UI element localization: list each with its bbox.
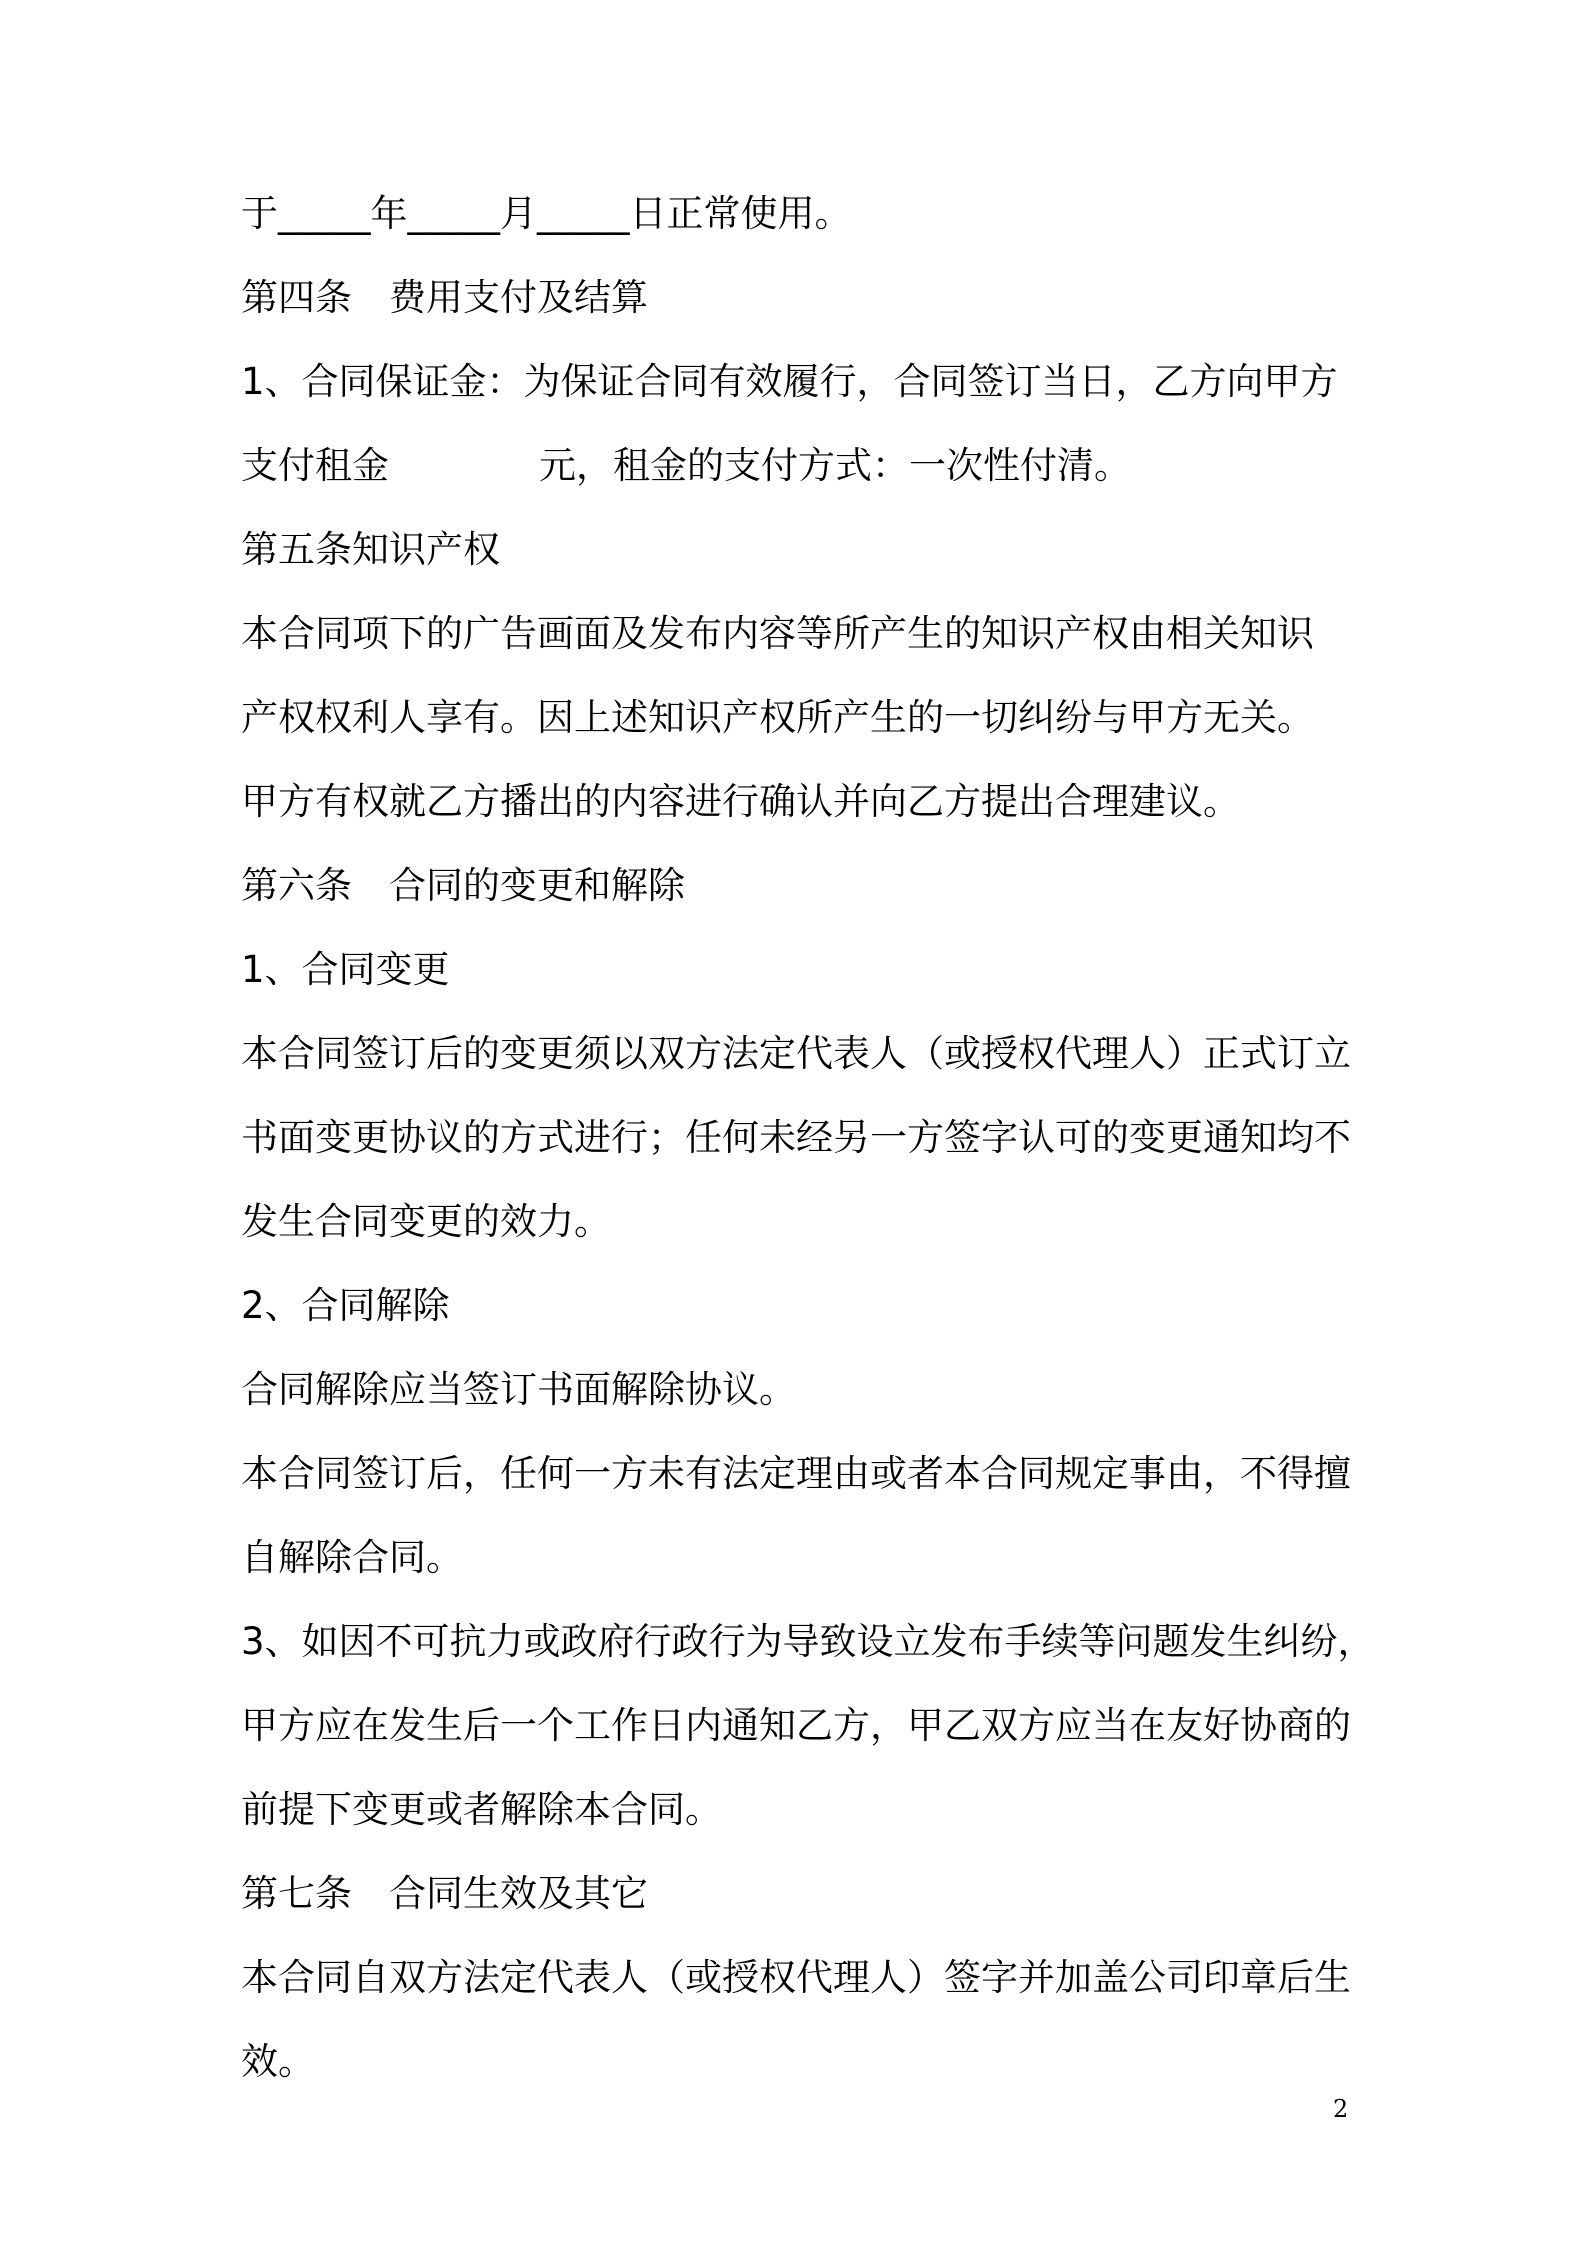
text-line: 合同解除应当签订书面解除协议。 [241,1368,796,1411]
section-heading: 第六条 合同的变更和解除 [241,864,685,907]
text-line: 甲方应在发生后一个工作日内通知乙方，甲乙双方应当在友好协商的 [241,1704,1351,1747]
text-line: 本合同签订后的变更须以双方法定代表人（或授权代理人）正式订立 [241,1032,1351,1075]
text-line: 发生合同变更的效力。 [241,1200,611,1243]
text-line: 甲方有权就乙方播出的内容进行确认并向乙方提出合理建议。 [241,780,1240,823]
text-line: 产权权利人享有。因上述知识产权所产生的一切纠纷与甲方无关。 [241,696,1314,739]
document-body [241,172,1375,2104]
section-heading: 第五条知识产权 [241,528,500,571]
text-line: 效。 [241,2040,315,2083]
text-line: 书面变更协议的方式进行；任何未经另一方签字认可的变更通知均不 [241,1116,1351,1159]
section-heading: 第七条 合同生效及其它 [241,1872,648,1915]
page-number: 2 [1333,2095,1349,2123]
text-line: 本合同自双方法定代表人（或授权代理人）签字并加盖公司印章后生 [241,1956,1351,1999]
text-line: 1、合同保证金：为保证合同有效履行，合同签订当日，乙方向甲方 [241,360,1338,403]
text-fragment: 元，租金的支付方式：一次性付清。 [539,444,1131,487]
text-line: 于_____年_____月_____日正常使用。 [241,192,852,235]
text-line: 本合同签订后，任何一方未有法定理由或者本合同规定事由，不得擅 [241,1452,1351,1495]
text-line: 本合同项下的广告画面及发布内容等所产生的知识产权由相关知识 [241,612,1314,655]
text-line: 前提下变更或者解除本合同。 [241,1788,722,1831]
subheading: 1、合同变更 [241,948,450,991]
text-line [241,424,1356,508]
section-heading: 第四条 费用支付及结算 [241,276,648,319]
subheading: 2、合同解除 [241,1284,450,1327]
text-line: 自解除合同。 [241,1536,463,1579]
text-line: 3、如因不可抗力或政府行政行为导致设立发布手续等问题发生纠纷， [241,1620,1375,1663]
text-fragment: 支付租金 [241,444,389,487]
